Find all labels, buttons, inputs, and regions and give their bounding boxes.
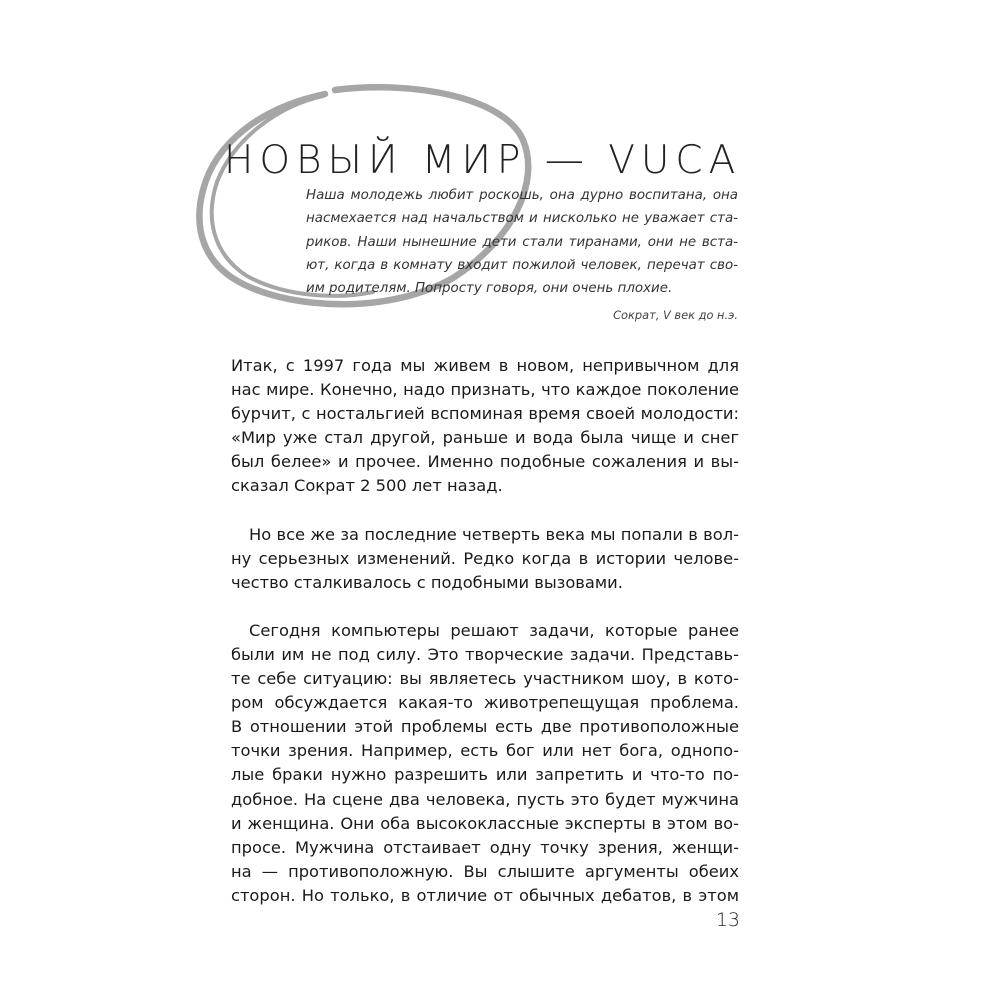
epigraph-line: риков. Наши нынешние дети стали тиранами, они не вста- (306, 234, 738, 250)
text-line: просе. Мужчина отстаивает одну точку зрения, женщи- (231, 837, 739, 857)
text-line: лые браки нужно разрешить или запретить и что-то по- (231, 765, 739, 785)
epigraph-line: насмехается над начальством и нисколько не уважает ста- (306, 211, 738, 227)
text-line: те себе ситуацию: вы являетесь участником шоу, в кото- (231, 669, 739, 689)
text-line: бурчит, с ностальгией вспоминая время своей молодости: (231, 404, 739, 424)
text-line: сторон. Но только, в отличие от обычных дебатов, в этом (231, 885, 739, 905)
text-line: чество сталкивалось с подобными вызовами. (231, 572, 623, 592)
paragraph-2 (231, 523, 739, 595)
epigraph-line: ют, когда в комнату входит пожилой человек, перечат сво- (306, 257, 738, 273)
text-line: точки зрения. Например, есть бог или нет бога, однопо- (231, 741, 739, 761)
text-line: В отношении этой проблемы есть две противоположные (231, 717, 739, 737)
text-line: Итак, с 1997 года мы живем в новом, непривычном для (231, 356, 739, 375)
text-line: Сегодня компьютеры решают задачи, которые ранее (249, 620, 739, 640)
text-line: нас мире. Конечно, надо признать, что каждое поколение (231, 380, 739, 400)
epigraph-line: им родителям. Попросту говоря, они очень плохие. (306, 281, 673, 297)
text-line: ну серьезных изменений. Редко когда в истории челове- (231, 548, 739, 568)
chapter-title: НОВЫЙ МИР — VUCA (224, 138, 742, 183)
text-line: «Мир уже стал другой, раньше и вода была чище и снег (231, 428, 739, 448)
text-line: сказал Сократ 2 500 лет назад. (231, 476, 503, 496)
text-line: был белее» и прочее. Именно подобные сожаления и вы- (231, 452, 739, 472)
text-line: на — противоположную. Вы слышите аргументы обеих (231, 861, 739, 881)
text-line: добное. На сцене два человека, пусть это будет мужчина (231, 789, 739, 809)
paragraph-3 (231, 619, 739, 908)
paragraph-1 (231, 354, 739, 499)
body-text (231, 354, 739, 908)
text-line: Но все же за последние четверть века мы попали в вол- (249, 524, 739, 544)
epigraph (306, 184, 738, 300)
text-line: и женщина. Они оба высококлассные эксперты в этом во- (231, 813, 739, 833)
text-line: ром обсуждается какая-то животрепещущая проблема. (231, 693, 739, 713)
epigraph-line: Наша молодежь любит роскошь, она дурно воспитана, она (306, 188, 738, 203)
page-number: 13 (715, 909, 740, 931)
epigraph-source: Сократ, V век до н.э. (613, 308, 738, 322)
text-line: были им не под силу. Это творческие задачи. Представь- (231, 644, 739, 664)
